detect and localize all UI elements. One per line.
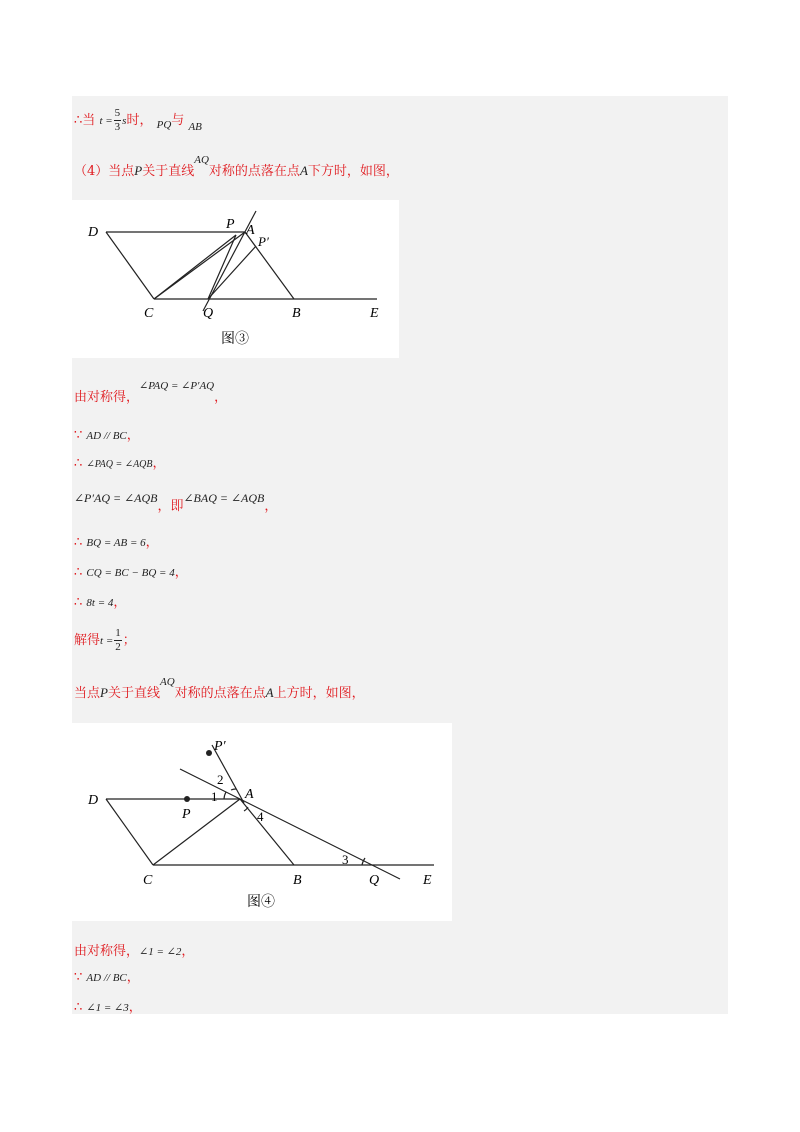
line-AQ [180,769,400,879]
label-Pprime: P′ [214,739,226,754]
label-angle-4: 4 [257,809,264,824]
line-by-symmetry [74,380,228,405]
label-Q: Q [369,873,380,888]
math-cq: CQ = BC − BQ = 4 [86,567,175,579]
text: ， [126,428,140,443]
segment-CA [153,799,240,865]
label-angle-3: 3 [342,852,349,867]
text: ， [214,390,228,405]
text: （4）当点 [74,164,135,179]
arc-angle-1 [224,792,226,799]
text: 由对称得， [74,390,140,405]
math-p: P [134,163,143,178]
figure-4 [72,723,452,921]
text: 对称的点落在点 [208,164,300,179]
segment-DC [106,232,154,299]
label-E: E [423,873,432,888]
math-parallel: AD // BC [86,972,127,984]
line-8t [74,591,126,610]
text: ， [145,535,159,550]
therefore-symbol: ∴ [74,535,83,550]
line-case-below [74,154,399,179]
segment-QP [208,235,236,299]
therefore-symbol: ∴ [74,456,83,471]
segment-AB [240,799,294,865]
label-P: P [182,807,191,822]
text: ， [181,944,195,959]
therefore-symbol: ∴ [74,113,83,128]
because-symbol: ∵ [74,428,83,443]
math-parallel: AD // BC [86,430,127,442]
math-ab: AB [188,121,202,133]
math-angle-baq: ∠BAQ = ∠AQB [183,491,265,505]
text: 时， [126,113,153,128]
text: 上方时，如图， [273,686,365,701]
figure-3 [72,200,399,358]
text: ， [126,970,140,985]
label-E: E [370,306,379,321]
text: 与 [171,113,185,128]
line-case-above [74,676,365,701]
point-P [184,796,190,802]
text: ， [113,595,127,610]
line-t-five-thirds [74,108,202,133]
math-a: A [299,163,308,178]
line-cq [74,561,188,580]
math-t: t = [99,115,113,127]
line-angle-1-3 [74,996,142,1015]
figure-4-diagram [72,723,452,921]
caption-fig3: 图③ [221,332,249,347]
label-C: C [144,306,154,321]
text: 下方时，如图， [307,164,399,179]
label-C: C [143,873,153,888]
text: ； [122,633,136,648]
label-P: P [226,217,235,232]
text: 解得 [74,633,101,648]
line-by-symmetry-2 [74,940,194,959]
math-p: P [100,685,108,700]
frac-num: 1 [115,627,121,639]
text: ， [264,499,278,514]
because-symbol: ∵ [74,970,83,985]
arc-angle-2 [231,789,236,790]
frac-den: 3 [114,121,121,133]
math-a: A [265,685,274,700]
line-because-parallel [74,424,140,443]
math-unit: s [122,115,127,127]
text: 当点 [74,686,101,701]
text: 由对称得， [74,944,140,959]
segment-CA [154,232,245,299]
text: 关于直线 [142,164,195,179]
label-A: A [245,787,254,802]
figure-3-diagram [72,200,399,358]
label-A: A [246,223,255,238]
fraction-1-2 [114,628,122,653]
therefore-symbol: ∴ [74,565,83,580]
math-angle-eq: ∠PAQ = ∠P′AQ [139,380,215,392]
text: ，即 [157,499,184,514]
text: 关于直线 [107,686,160,701]
line-angle-paq [74,452,166,471]
label-angle-1: 1 [211,789,218,804]
label-D: D [88,793,99,808]
label-Pprime: P′ [258,234,269,249]
text: 对称的点落在点 [174,686,266,701]
math-pq: PQ [156,119,172,131]
math-t: t = [100,635,114,647]
label-D: D [88,225,99,240]
arc-angle-4 [244,807,248,811]
line-solve-t [74,628,136,653]
math-angle-pprime: ∠P′AQ = ∠AQB [74,491,158,505]
frac-num: 5 [114,107,121,119]
therefore-symbol: ∴ [74,595,83,610]
line-angle-baq [74,491,278,514]
math-angle-1-3: ∠1 = ∠3 [86,1002,129,1014]
line-bq [74,531,159,550]
caption-fig4: 图④ [247,895,275,910]
math-aq: AQ [194,154,209,166]
label-B: B [293,873,302,888]
math-angle-1-2: ∠1 = ∠2 [139,946,182,958]
math-aq: AQ [159,676,175,688]
frac-den: 2 [115,641,121,653]
text: ， [128,1000,142,1015]
math-8t: 8t = 4 [86,597,114,609]
segment-DC [106,799,153,865]
math-bq: BQ = AB = 6 [86,537,146,549]
text: ， [174,565,188,580]
math-angle-paq: ∠PAQ = ∠AQB [86,459,153,470]
label-B: B [292,306,301,321]
text: ， [152,456,166,471]
segment-AB [245,232,294,299]
line-because-parallel-2 [74,966,140,985]
fraction-5-3 [114,108,122,133]
therefore-symbol: ∴ [74,1000,83,1015]
label-Q: Q [203,306,214,321]
text: 当 [82,113,96,128]
point-Pprime [206,750,212,756]
label-angle-2: 2 [217,772,224,787]
